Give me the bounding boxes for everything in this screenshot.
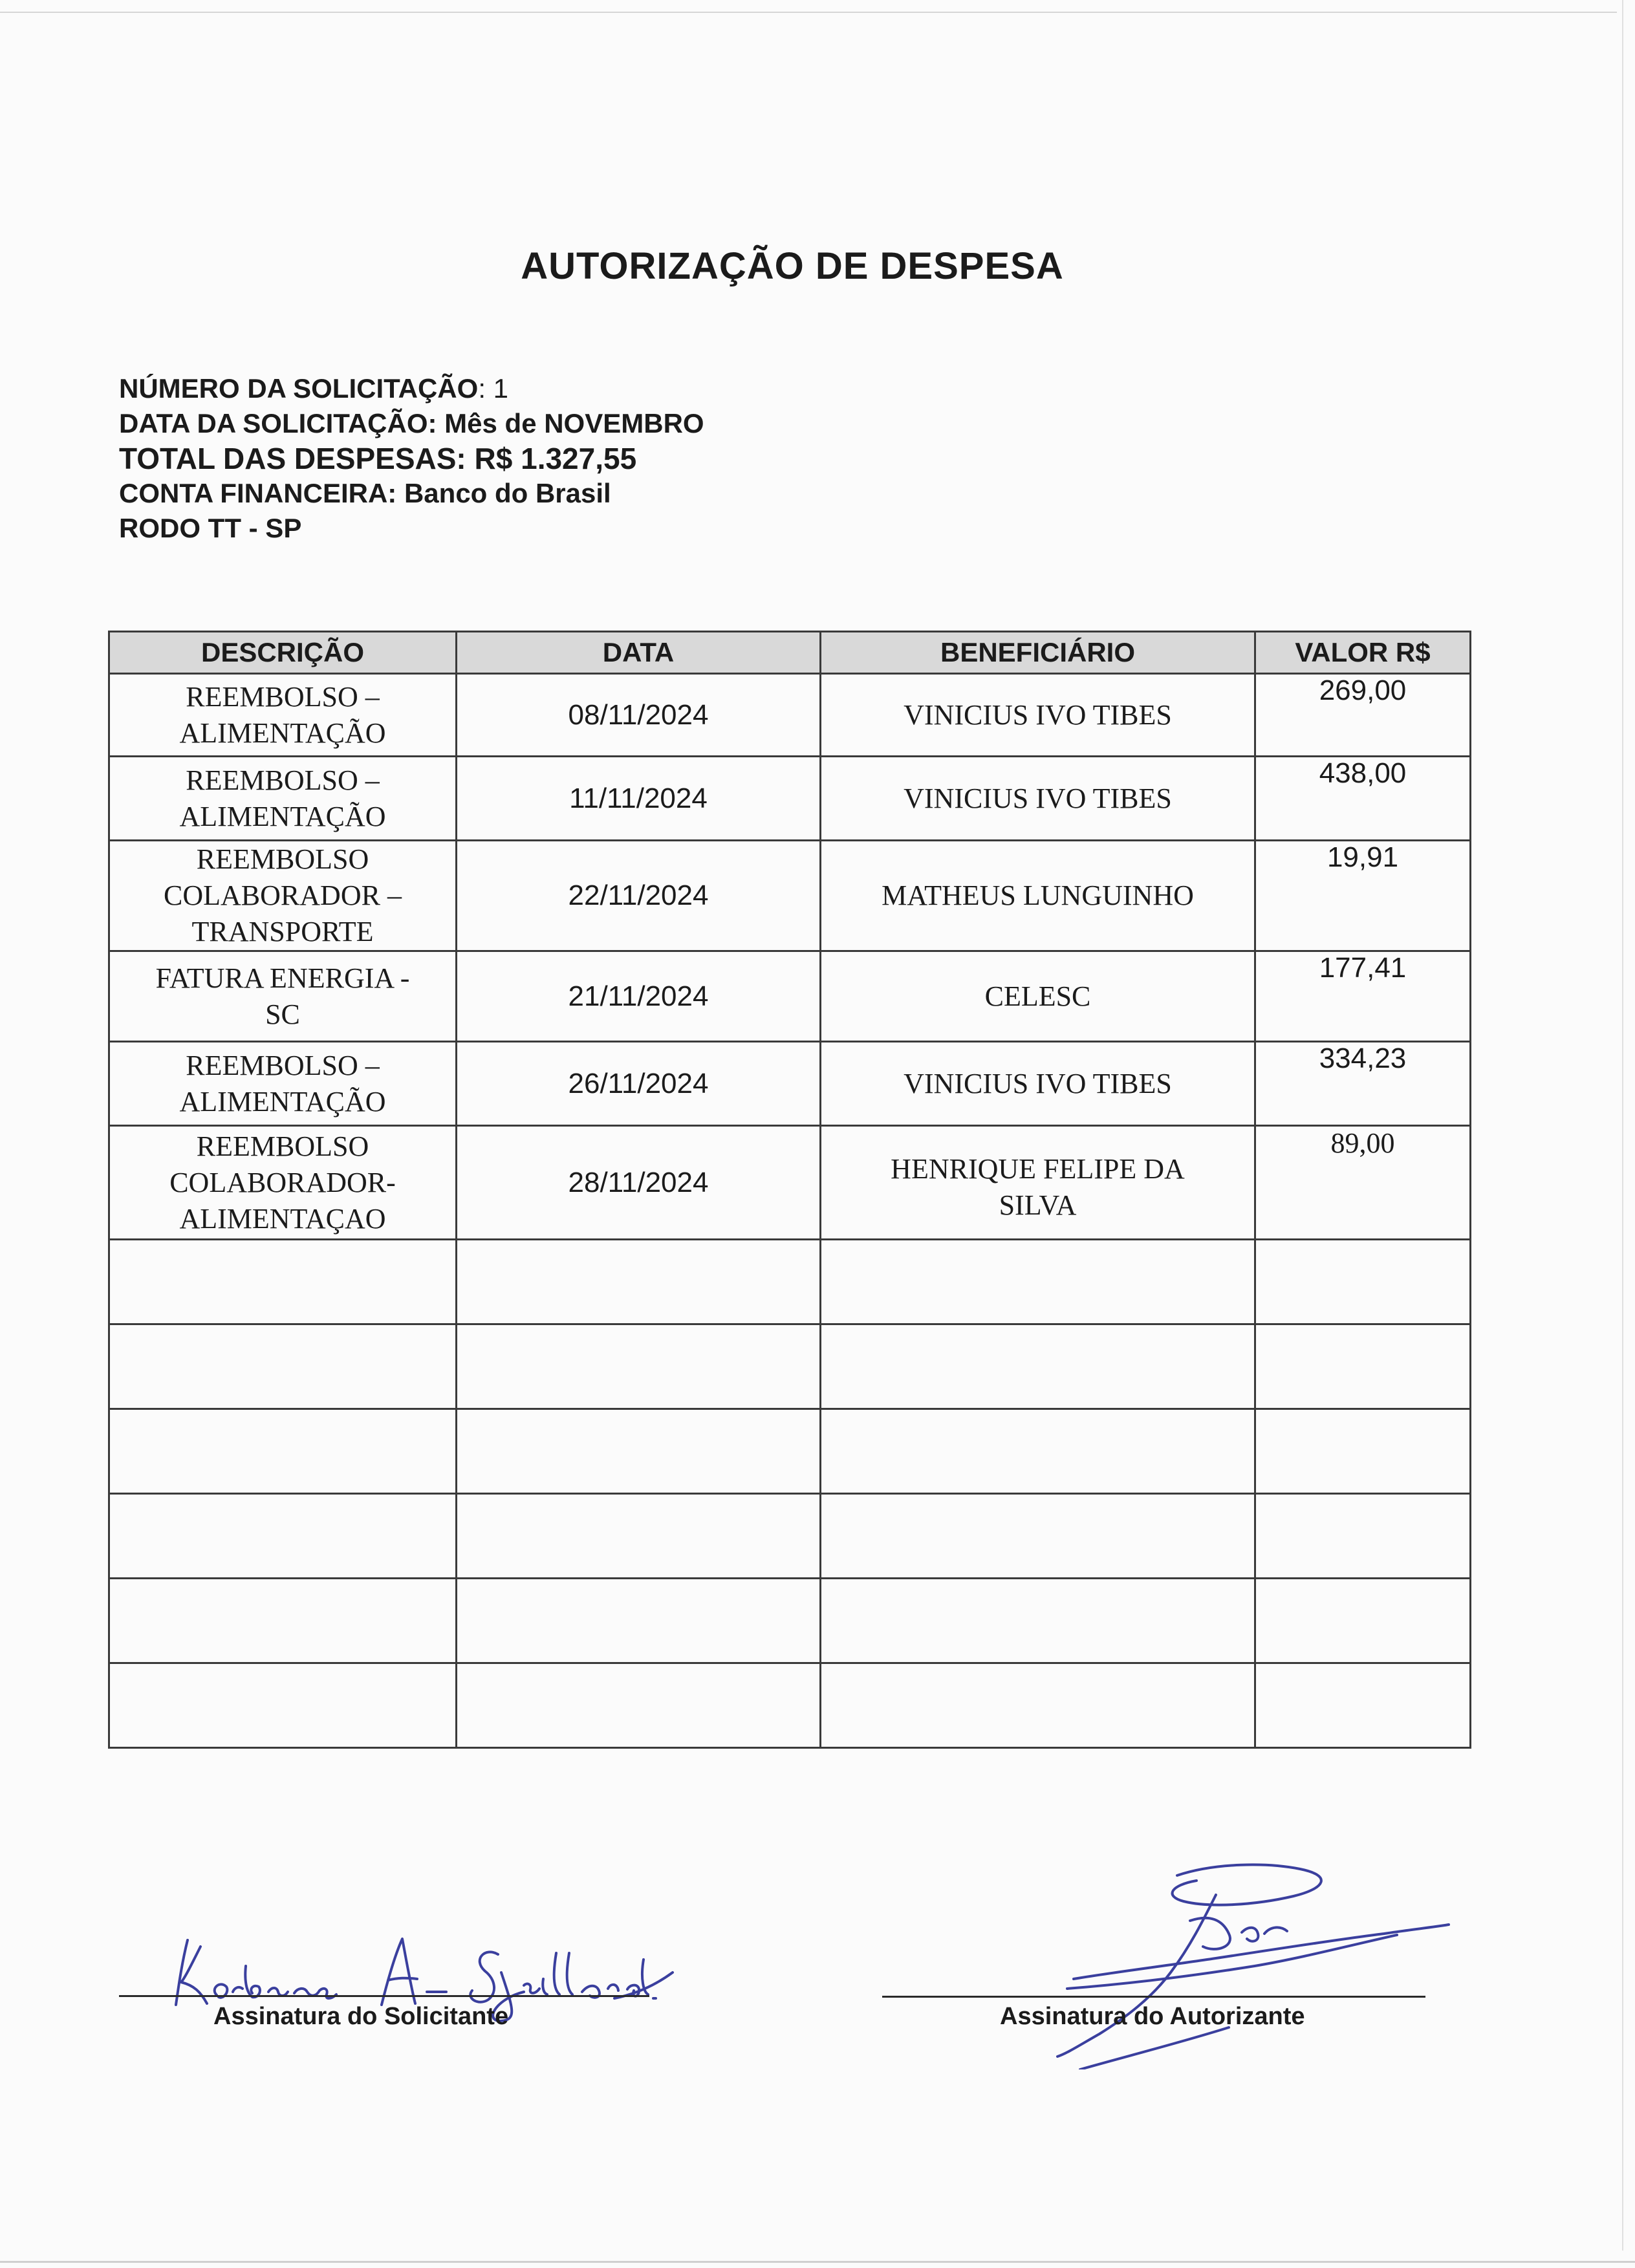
description-line: SC [265, 998, 300, 1030]
authorizer-signature-label: Assinatura do Autorizante [1000, 2003, 1305, 2030]
description-line: TRANSPORTE [191, 916, 374, 947]
account-value: Banco do Brasil [404, 478, 611, 508]
beneficiary-line: CELESC [984, 980, 1091, 1012]
empty-cell [109, 1663, 457, 1748]
row-date: 28/11/2024 [457, 1126, 821, 1240]
header-beneficiary: BENEFICIÁRIO [821, 632, 1255, 674]
row-beneficiary [821, 951, 1255, 1042]
row-value: 269,00 [1255, 674, 1471, 757]
empty-cell [1255, 1579, 1471, 1663]
empty-cell [109, 1579, 457, 1663]
empty-cell [109, 1494, 457, 1579]
request-number-label: NÚMERO DA SOLICITAÇÃO [119, 373, 479, 404]
empty-cell [109, 1240, 457, 1324]
row-beneficiary [821, 1042, 1255, 1126]
row-description [109, 841, 457, 951]
description-line: COLABORADOR – [164, 880, 402, 911]
authorizer-signature-line [882, 1996, 1425, 1998]
empty-cell [821, 1579, 1255, 1663]
beneficiary-line: VINICIUS IVO TIBES [904, 1067, 1172, 1099]
description-line: ALIMENTAÇÃO [179, 1085, 386, 1118]
empty-cell [457, 1579, 821, 1663]
request-number-line [119, 371, 704, 406]
total-label: TOTAL DAS DESPESAS: [119, 442, 475, 475]
beneficiary-line: HENRIQUE FELIPE DA [891, 1153, 1185, 1185]
table-row [109, 951, 1471, 1042]
page-edge-top [0, 12, 1617, 13]
row-description [109, 951, 457, 1042]
beneficiary-line: SILVA [999, 1189, 1077, 1221]
row-date: 21/11/2024 [457, 951, 821, 1042]
page-edge-right [1622, 0, 1623, 2251]
empty-cell [457, 1494, 821, 1579]
row-description [109, 1042, 457, 1126]
row-date: 26/11/2024 [457, 1042, 821, 1126]
row-value: 19,91 [1255, 841, 1471, 951]
description-line: FATURA ENERGIA - [155, 962, 410, 994]
description-line: COLABORADOR- [169, 1166, 396, 1198]
empty-cell [457, 1240, 821, 1324]
description-line: REEMBOLSO [196, 1130, 369, 1162]
request-date-label: DATA DA SOLICITAÇÃO: [119, 408, 445, 438]
row-date: 11/11/2024 [457, 757, 821, 841]
description-line: REEMBOLSO – [186, 764, 380, 796]
description-line: ALIMENTAÇAO [179, 1202, 386, 1235]
empty-cell [457, 1409, 821, 1494]
empty-row [109, 1240, 1471, 1324]
empty-cell [821, 1409, 1255, 1494]
beneficiary-line: MATHEUS LUNGUINHO [882, 880, 1194, 911]
table-row [109, 1126, 1471, 1240]
empty-cell [109, 1324, 457, 1409]
row-beneficiary [821, 674, 1255, 757]
requester-signature-label: Assinatura do Solicitante [213, 2003, 509, 2030]
row-beneficiary [821, 757, 1255, 841]
empty-cell [821, 1663, 1255, 1748]
row-description [109, 674, 457, 757]
total-value: R$ 1.327,55 [474, 442, 637, 475]
empty-cell [821, 1324, 1255, 1409]
unit-line: RODO TT - SP [119, 513, 302, 543]
empty-cell [457, 1324, 821, 1409]
empty-cell [821, 1494, 1255, 1579]
page-edge-bottom [0, 2261, 1635, 2263]
empty-row [109, 1494, 1471, 1579]
table-row [109, 841, 1471, 951]
account-line [119, 476, 704, 511]
row-description [109, 1126, 457, 1240]
table-row [109, 674, 1471, 757]
row-date: 22/11/2024 [457, 841, 821, 951]
empty-row [109, 1579, 1471, 1663]
row-beneficiary [821, 1126, 1255, 1240]
description-line: ALIMENTAÇÃO [179, 800, 386, 832]
request-info [119, 371, 704, 546]
request-date-value: Mês de NOVEMBRO [444, 408, 704, 438]
row-value: 438,00 [1255, 757, 1471, 841]
authorizer-signature [996, 1850, 1462, 2069]
empty-row [109, 1324, 1471, 1409]
account-label: CONTA FINANCEIRA: [119, 478, 404, 508]
total-line [119, 441, 704, 476]
empty-cell [1255, 1324, 1471, 1409]
row-date: 08/11/2024 [457, 674, 821, 757]
description-line: REEMBOLSO – [186, 680, 380, 713]
empty-cell [109, 1409, 457, 1494]
expense-table [108, 631, 1471, 1749]
row-description [109, 757, 457, 841]
table-row [109, 757, 1471, 841]
empty-cell [1255, 1494, 1471, 1579]
requester-signature-line [119, 1995, 649, 1997]
row-value: 177,41 [1255, 951, 1471, 1042]
empty-row [109, 1663, 1471, 1748]
table-row [109, 1042, 1471, 1126]
empty-cell [1255, 1240, 1471, 1324]
table-header-row [109, 632, 1471, 674]
empty-cell [1255, 1409, 1471, 1494]
header-value: VALOR R$ [1255, 632, 1471, 674]
empty-cell [457, 1663, 821, 1748]
request-number-value: : 1 [478, 373, 509, 404]
description-line: REEMBOLSO – [186, 1049, 380, 1081]
description-line: ALIMENTAÇÃO [179, 717, 386, 749]
row-value: 89,00 [1255, 1126, 1471, 1240]
empty-cell [821, 1240, 1255, 1324]
row-beneficiary [821, 841, 1255, 951]
row-value: 334,23 [1255, 1042, 1471, 1126]
beneficiary-line: VINICIUS IVO TIBES [904, 782, 1172, 814]
page-title: AUTORIZAÇÃO DE DESPESA [521, 245, 1064, 287]
beneficiary-line: VINICIUS IVO TIBES [904, 698, 1172, 731]
header-description: DESCRIÇÃO [109, 632, 457, 674]
empty-row [109, 1409, 1471, 1494]
description-line: REEMBOLSO [196, 843, 369, 875]
empty-cell [1255, 1663, 1471, 1748]
request-date-line [119, 406, 704, 441]
header-date: DATA [457, 632, 821, 674]
